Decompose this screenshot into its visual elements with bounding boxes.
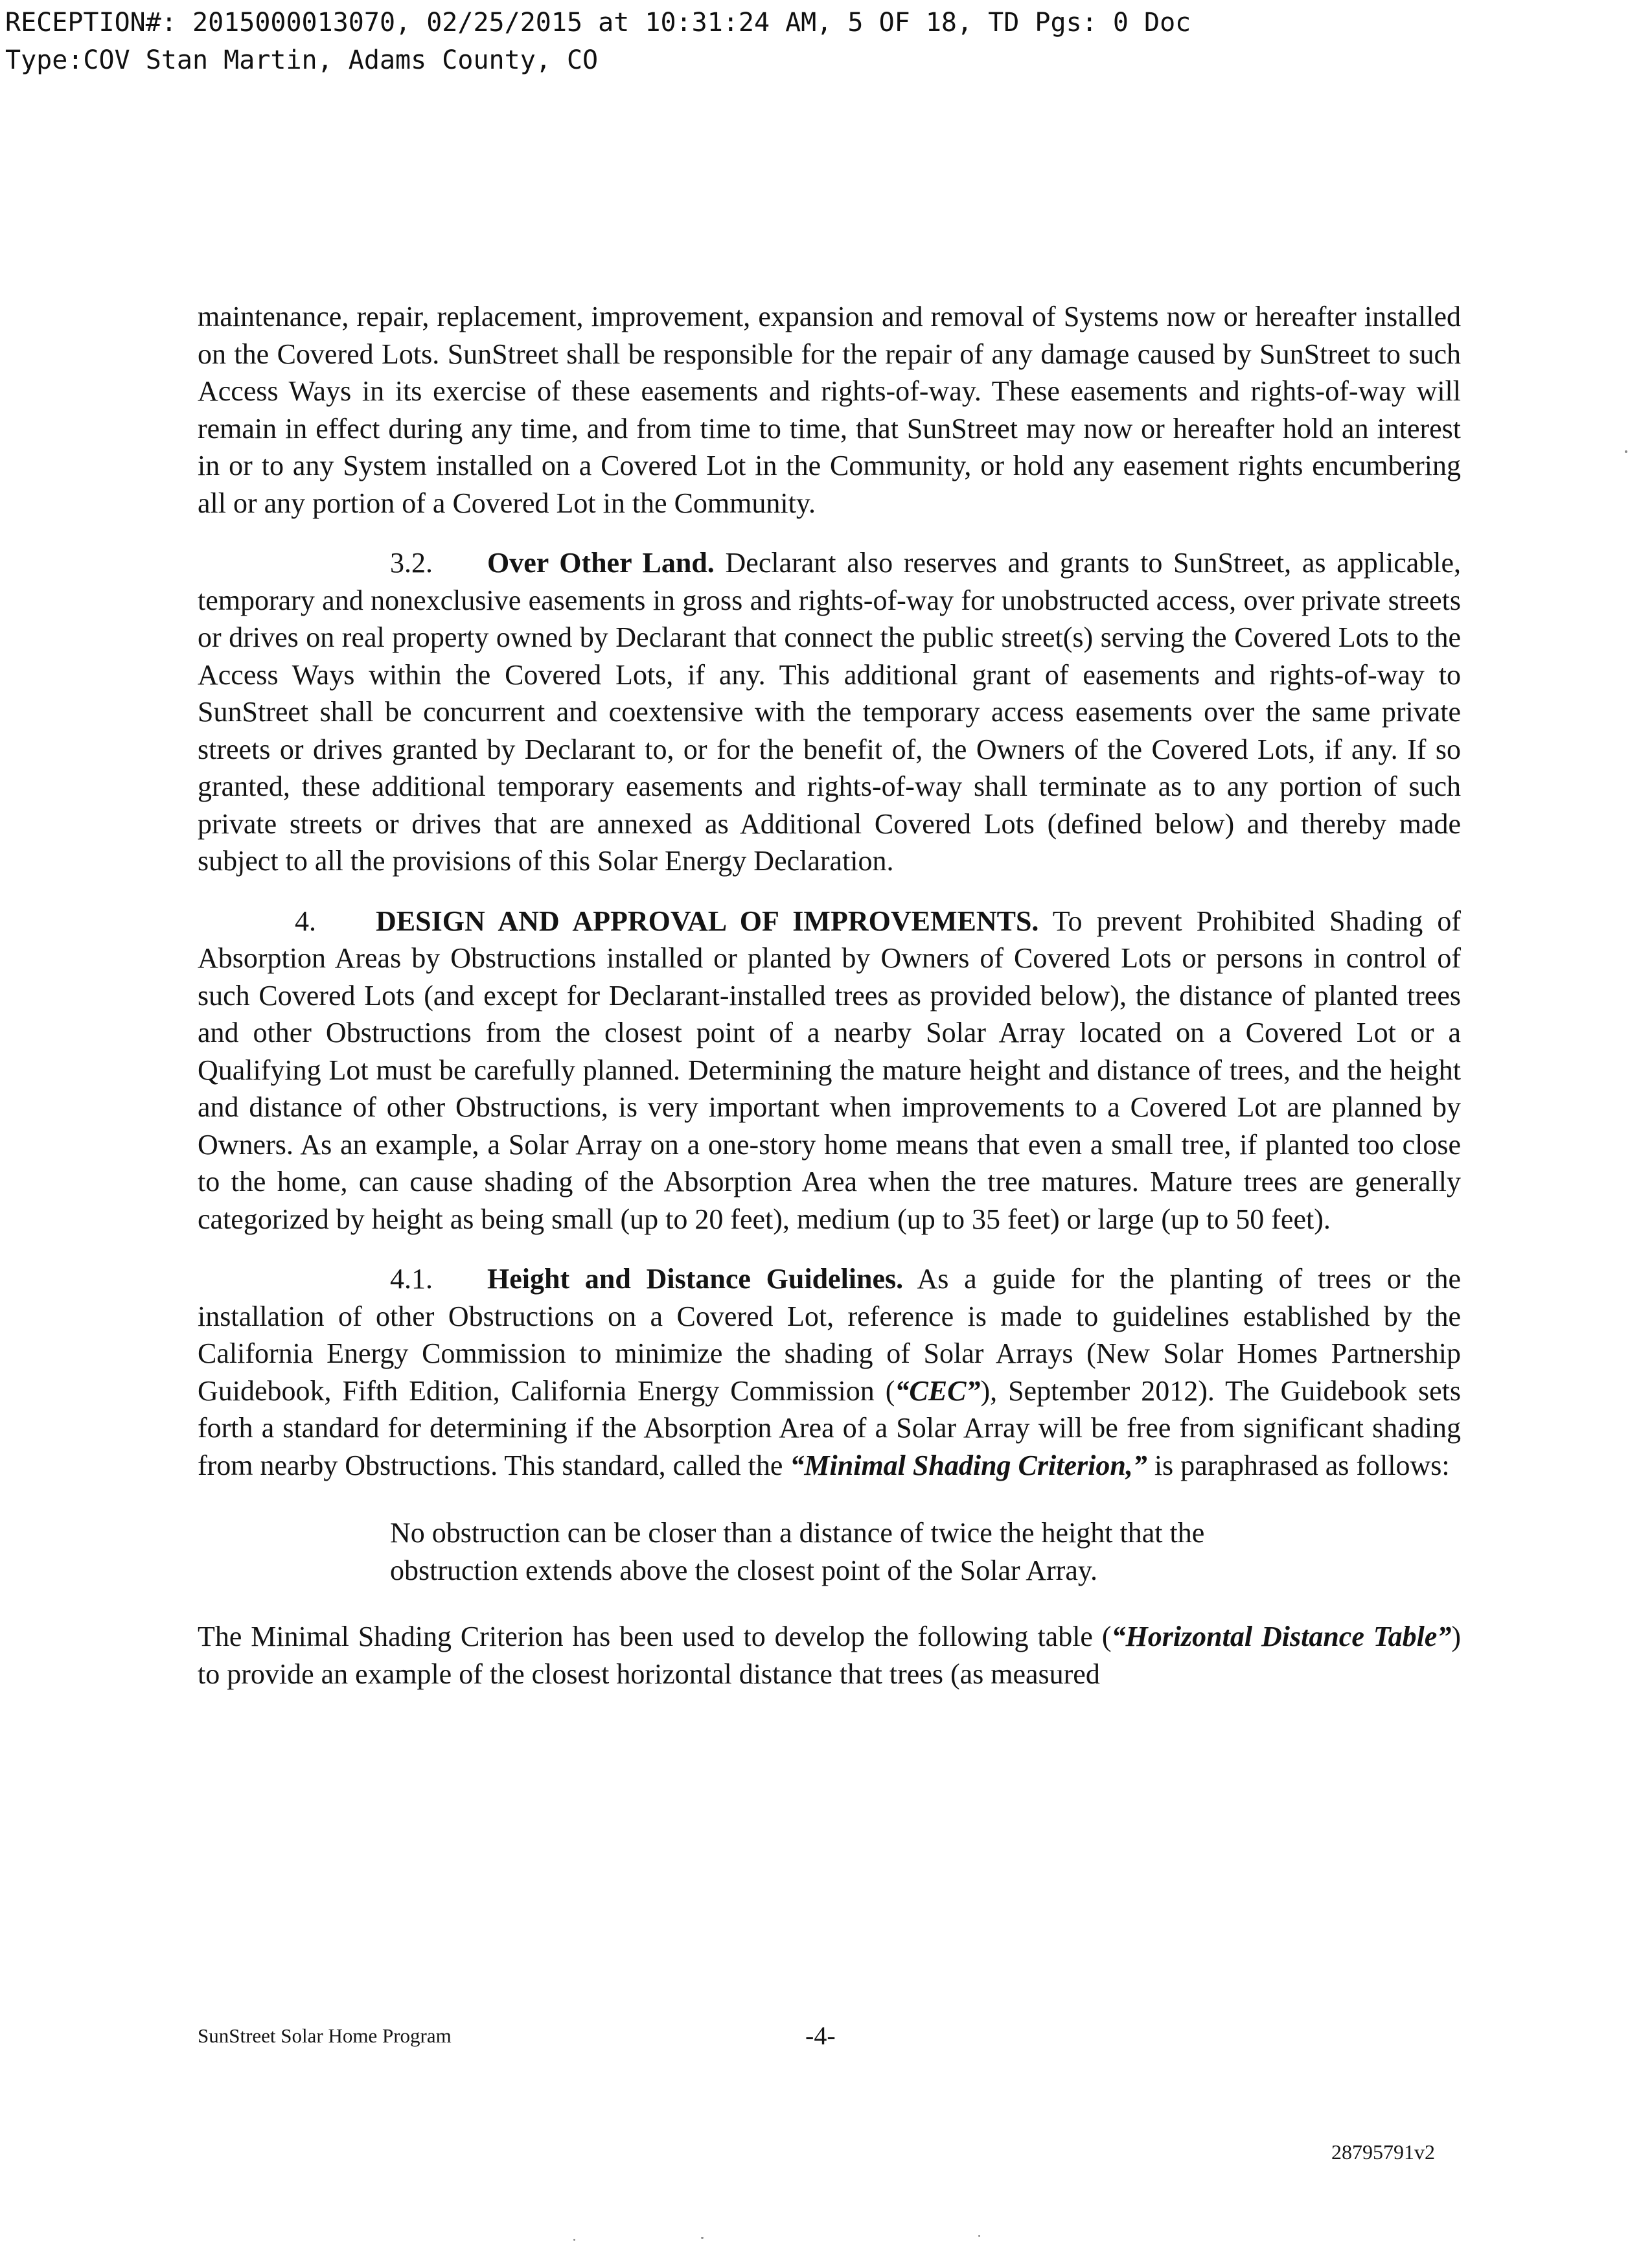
scan-speck [978, 2235, 980, 2237]
section-4-heading: DESIGN AND APPROVAL OF IMPROVEMENTS. [376, 905, 1039, 937]
footer-program-name: SunStreet Solar Home Program [198, 2024, 452, 2047]
term-minimal-shading-criterion: “Minimal Shading Criterion,” [790, 1449, 1147, 1481]
section-4-1-heading: Height and Distance Guidelines. [487, 1263, 904, 1295]
final-paragraph-text-b: ) to provide an example of the closest horizontal distance that trees (as measured [198, 1621, 1461, 1690]
paragraph-continued: maintenance, repair, replacement, improvement, expansion and removal of Systems now or hereafter installed on the Covered Lots. SunStreet shall be responsible for the repair of any damage caused by SunStreet to such Access Ways in its exercise of these easements and rights-of-way. These easements and rights-of-way will remain in effect during any time, and from time to time, that SunStreet may now or hereafter hold an interest in or to any System installed on a Covered Lot in the Community, or hold any easement rights encumbering all or any portion of a Covered Lot in the Community. [198, 301, 1461, 519]
footer-document-id: 28795791v2 [1331, 2140, 1435, 2164]
scan-speck [701, 2237, 704, 2239]
section-4-1-text-a: As a guide for the planting of trees or the installation of other Obstructions on a Covered Lot, reference is made to guidelines established by the California Energy Commission to minimize the shading of Solar Arrays (New Solar Homes Partnership Guidebook, Fifth Edition, California Energy Commission ( [198, 1263, 1461, 1407]
section-4 [198, 903, 1461, 1238]
section-3-2-heading: Over Other Land. [487, 547, 715, 579]
section-4-1 [198, 1260, 1461, 1484]
section-4-number: 4. [295, 905, 316, 937]
recording-stamp-line-2: Type:COV Stan Martin, Adams County, CO [5, 45, 599, 75]
section-3-2-number: 3.2. [390, 547, 433, 579]
document-body [198, 298, 1461, 1693]
section-4-1-text-b: ), September 2012). The Guidebook sets forth a standard for determining if the Absorption Area of a Solar Array will be free from significant shading from nearby Obstructions. This standard, called the [198, 1374, 1461, 1481]
section-3-2 [198, 544, 1461, 880]
final-paragraph [198, 1618, 1461, 1693]
section-3-2-text: Declarant also reserves and grants to SunStreet, as applicable, temporary and nonexclusive easements in gross and rights-of-way for unobstructed access, over private streets or drives on real property owned by Declarant that connect the public street(s) serving the Covered Lots to the Access Ways within the Covered Lots, if any. This additional grant of easements and rights-of-way to SunStreet shall be concurrent and coextensive with the temporary access easements over the same private streets or drives granted by Declarant to, or for the benefit of, the Owners of the Covered Lots, if any. If so granted, these additional temporary easements and rights-of-way shall terminate as to any portion of such private streets or drives that are annexed as Additional Covered Lots (defined below) and thereby made subject to all the provisions of this Solar Energy Declaration. [198, 547, 1462, 877]
recording-stamp-line-1: RECEPTION#: 2015000013070, 02/25/2015 at 10:31:24 AM, 5 OF 18, TD Pgs: 0 Doc [5, 8, 1191, 38]
section-4-1-text-c: is paraphrased as follows: [1147, 1449, 1450, 1481]
recording-stamp [5, 4, 1560, 79]
section-4-text: To prevent Prohibited Shading of Absorption Areas by Obstructions installed or planted by Owners of Covered Lots or persons in control of such Covered Lots (and except for Declarant-installed trees as provided below), the distance of planted trees and other Obstructions from the closest point of a nearby Solar Array located on a Covered Lot or a Qualifying Lot must be carefully planned. Determining the mature height and distance of trees, and the height and distance of other Obstructions, is very important when improvements to a Covered Lot are planned by Owners. As an example, a Solar Array on a one-story home means that even a small tree, if planted too close to the home, can cause shading of the Absorption Area when the tree matures. Mature trees are generally categorized by height as being small (up to 20 feet), medium (up to 35 feet) or large (up to 50 feet). [198, 905, 1461, 1235]
scan-speck [573, 2239, 575, 2241]
section-4-1-number: 4.1. [390, 1263, 433, 1295]
final-paragraph-text-a: The Minimal Shading Criterion has been used to develop the following table ( [198, 1621, 1112, 1652]
term-horizontal-distance-table: “Horizontal Distance Table” [1111, 1621, 1452, 1652]
footer-page-number: -4- [805, 2021, 836, 2050]
block-quote: No obstruction can be closer than a distance of twice the height that the obstruction extends above the closest point of the Solar Array. [390, 1517, 1205, 1586]
scan-speck [1625, 450, 1627, 453]
term-cec: “CEC” [895, 1374, 981, 1407]
